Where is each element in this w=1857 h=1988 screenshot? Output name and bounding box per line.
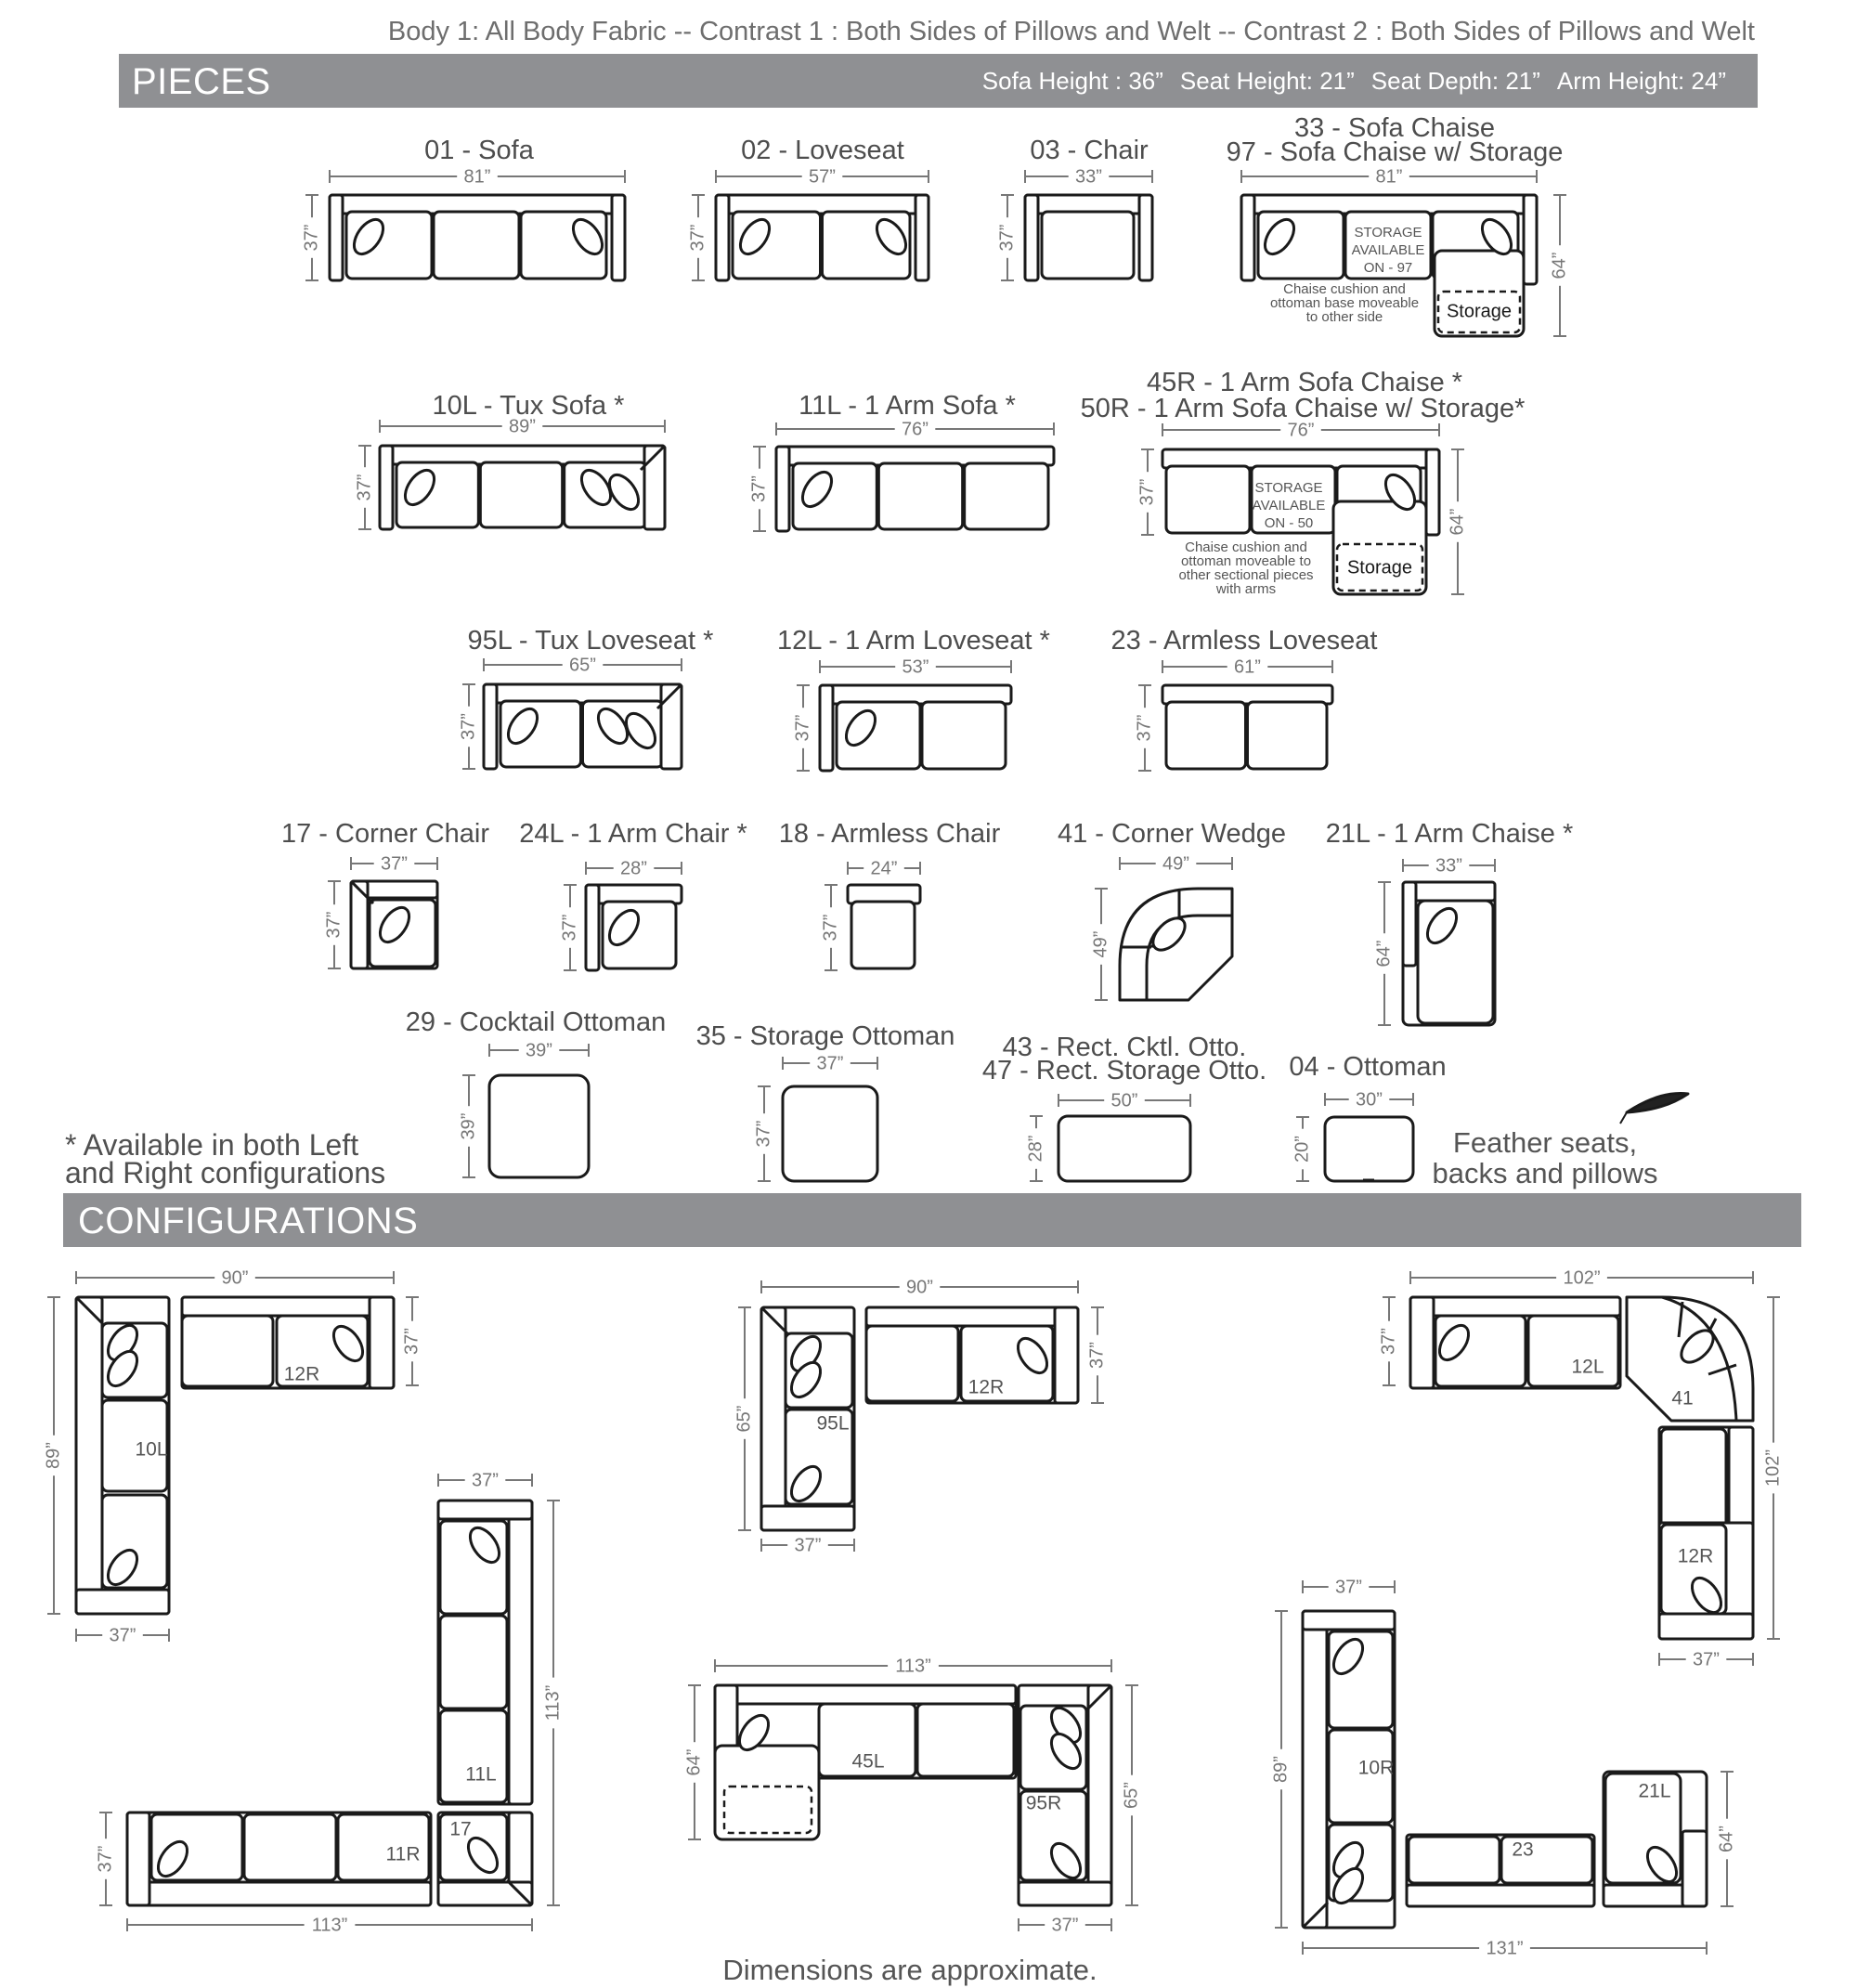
seat-cushion — [440, 1616, 507, 1709]
left-dimension — [1270, 1611, 1291, 1928]
sofa-arm-left — [380, 446, 393, 529]
depth-dimension — [1136, 449, 1157, 535]
config-label-95r: 95R — [1025, 1792, 1062, 1814]
feather-note-line-2: backs and pillows — [1432, 1157, 1658, 1189]
depth-dimension — [1134, 685, 1154, 771]
piece-title-03: 03 - Chair — [1030, 136, 1149, 165]
depth-dimension — [687, 195, 708, 280]
width-dimension — [484, 655, 682, 675]
seat-cushion — [917, 1704, 1014, 1776]
seat-cushion — [878, 463, 962, 529]
right-dimension — [401, 1297, 422, 1385]
config-label-21l: 21L — [1638, 1780, 1671, 1802]
dimension-label: 64” — [683, 1748, 705, 1776]
depth-dimension — [458, 1075, 478, 1177]
dimension-label: 76” — [1287, 420, 1315, 441]
storage-note: ON - 97 — [1363, 259, 1413, 276]
width-dimension — [848, 858, 920, 878]
config-arm-17 — [438, 1882, 532, 1905]
config-arm-11l — [438, 1501, 532, 1519]
dimension-label: 33” — [1075, 166, 1102, 188]
config-label-10r: 10R — [1357, 1757, 1395, 1779]
piece-title-04: 04 - Ottoman — [1289, 1052, 1447, 1082]
config-back-12l — [1410, 1297, 1620, 1316]
dimension-label: 64” — [1373, 940, 1395, 968]
piece-title-35: 35 - Storage Ottoman — [695, 1021, 955, 1051]
ottoman — [1325, 1117, 1413, 1181]
bottom-dimension — [76, 1625, 169, 1645]
dimension-label: 37” — [687, 224, 708, 252]
dimension-label: 64” — [1549, 252, 1570, 279]
dimension-label: 65” — [1121, 1782, 1142, 1809]
piece-21l-1-arm-chaise — [1373, 855, 1495, 1025]
cushion-note: with arms — [1215, 580, 1277, 597]
chaise-arm — [1403, 882, 1416, 966]
dimension-label: 53” — [902, 656, 929, 678]
seat-cushion — [1166, 466, 1250, 533]
seat-cushion — [182, 1316, 273, 1386]
config-arm-12l — [1410, 1297, 1434, 1388]
availability-note-line-2: and Right configurations — [65, 1156, 386, 1189]
dimension-label: 102” — [1563, 1267, 1601, 1289]
dimension-label: 65” — [569, 655, 596, 676]
piece-43-rect-ottoman — [1025, 1090, 1190, 1181]
width-dimension — [351, 853, 437, 874]
piece-04-ottoman — [1292, 1089, 1413, 1181]
seat-cushion — [1166, 702, 1246, 769]
dimension-label: 37” — [109, 1625, 136, 1646]
seat-cushion — [434, 212, 519, 279]
piece-23-armless-loveseat — [1134, 656, 1332, 771]
config-arm-11r — [127, 1813, 149, 1905]
sofa-arm-right — [1524, 195, 1537, 284]
dimension-label: 89” — [509, 416, 536, 437]
dimension-label: 37” — [354, 474, 375, 501]
depth2-dimension — [1447, 449, 1467, 594]
width-dimension — [820, 656, 1011, 677]
config-back-12r — [866, 1307, 1078, 1326]
width-dimension — [586, 858, 682, 878]
piece-03-chair — [996, 166, 1152, 280]
config-back-95l — [761, 1307, 786, 1530]
width-dimension — [1162, 656, 1332, 677]
piece-title-43: 43 - Rect. Cktl. Otto. — [1002, 1033, 1247, 1062]
tux-arm-right — [661, 684, 682, 769]
dimension-label: 89” — [1270, 1756, 1292, 1783]
right-dimension — [1716, 1772, 1736, 1906]
dimension-label: 65” — [734, 1405, 755, 1433]
depth-dimension — [748, 447, 769, 531]
piece-title-41: 41 - Corner Wedge — [1057, 819, 1287, 849]
piece-title-01: 01 - Sofa — [424, 136, 534, 165]
left-dimension — [95, 1813, 115, 1905]
config-label-12l: 12L — [1571, 1356, 1604, 1378]
config-arm-10l — [76, 1590, 169, 1614]
top-dimension — [761, 1277, 1078, 1297]
depth-dimension — [1025, 1116, 1045, 1181]
config-back-10r — [1303, 1611, 1327, 1928]
config-3 — [1378, 1267, 1783, 1670]
piece-29-cocktail-ottoman — [458, 1040, 589, 1177]
piece-17-corner-chair — [323, 853, 437, 968]
dimension-label: 37” — [996, 224, 1018, 252]
dimension-label: 33” — [1435, 855, 1462, 877]
dimension-label: 37” — [816, 1053, 844, 1074]
width-dimension — [1325, 1089, 1413, 1110]
right-dimension — [1121, 1685, 1141, 1905]
dimension-label: 20” — [1292, 1136, 1313, 1163]
dimension-label: 37” — [1378, 1328, 1399, 1355]
right-dimension — [1086, 1307, 1107, 1403]
config-arm-12r — [1659, 1614, 1753, 1639]
config-arm-12r — [1055, 1307, 1078, 1403]
piece-title-45r: 45R - 1 Arm Sofa Chaise * — [1146, 368, 1463, 397]
config-2 — [734, 1277, 1107, 1555]
fabric-note: Body 1: All Body Fabric -- Contrast 1 : Both Sides of Pillows and Welt -- Contrast 2 : Both Sides of Pillows and Welt — [387, 17, 1755, 46]
cushion-note: to other side — [1305, 308, 1383, 325]
dimension-label: 37” — [1335, 1577, 1362, 1598]
width-dimension — [1241, 166, 1537, 187]
piece-35-storage-ottoman — [753, 1053, 877, 1181]
dimension-label: 37” — [794, 1535, 822, 1556]
config-label-95l: 95L — [816, 1412, 850, 1435]
config-back-11l — [509, 1501, 532, 1804]
dimension-label: 28” — [620, 858, 647, 879]
feather-quill — [1620, 1112, 1627, 1124]
width-dimension — [1058, 1090, 1190, 1111]
dimension-label: 37” — [1134, 714, 1155, 742]
width-dimension — [1025, 166, 1152, 187]
top-dimension — [715, 1656, 1111, 1676]
seat-cushion — [965, 463, 1048, 529]
seat-cushion — [1042, 212, 1134, 279]
dimension-label: 76” — [902, 419, 928, 440]
seat-cushion — [851, 902, 915, 968]
pieces-title: PIECES — [132, 61, 271, 102]
dimension-label: 89” — [43, 1442, 64, 1469]
config-label-10l: 10L — [135, 1438, 168, 1461]
cushion-note: Chaise cushion and — [1185, 539, 1307, 555]
feather-icon — [1620, 1094, 1688, 1124]
piece-45r-1-arm-sofa-chaise — [1136, 420, 1467, 597]
dimension-label: 37” — [1086, 1342, 1108, 1369]
right-dimension — [1762, 1297, 1783, 1639]
config-back-11r — [127, 1882, 431, 1905]
seat-cushion — [440, 1710, 507, 1802]
piece-title-17: 17 - Corner Chair — [280, 819, 490, 849]
left-dimension — [43, 1297, 63, 1614]
depth-dimension — [354, 446, 374, 529]
config-5 — [683, 1656, 1141, 1935]
ottoman — [783, 1086, 877, 1181]
width-dimension — [330, 166, 625, 187]
sofa-arm-left — [1025, 195, 1038, 280]
config-arm-21l — [1682, 1831, 1707, 1906]
dimension-label: 64” — [1447, 508, 1468, 536]
dimension-label: 90” — [906, 1277, 933, 1298]
piece-10l-tux-sofa — [354, 416, 665, 529]
seat-cushion — [480, 462, 562, 527]
depth-dimension — [1292, 1117, 1312, 1181]
storage-note: STORAGE — [1354, 224, 1422, 240]
storage-label: Storage — [1346, 557, 1413, 578]
piece-11l-1-arm-sofa — [748, 419, 1054, 531]
dimension-label: 37” — [1136, 478, 1158, 506]
piece-title-47: 47 - Rect. Storage Otto. — [981, 1056, 1267, 1085]
dimension-label: 49” — [1090, 930, 1111, 958]
piece-title-11l: 11L - 1 Arm Sofa * — [799, 391, 1016, 421]
dimension-label: 61” — [1234, 656, 1261, 678]
feather-vane — [1627, 1094, 1688, 1112]
sofa-arm-left — [776, 447, 789, 531]
dimension-label: 49” — [1162, 853, 1189, 875]
top-dimension — [1303, 1577, 1395, 1597]
depth-dimension — [792, 685, 812, 771]
dimension-label: 37” — [95, 1845, 116, 1873]
storage-note: STORAGE — [1254, 479, 1323, 496]
dimension-label: 113” — [311, 1915, 348, 1936]
dimension-label: 37” — [792, 714, 813, 742]
piece-title-33: 33 - Sofa Chaise — [1293, 113, 1496, 143]
availability-note-line-1: * Available in both Left — [65, 1128, 359, 1162]
storage-label: Storage — [1446, 301, 1513, 322]
piece-33-sofa-chaise — [1241, 166, 1569, 336]
dimension-label: 37” — [1051, 1915, 1079, 1936]
sofa-arm-left — [586, 885, 599, 970]
approximate-note: Dimensions are approximate. — [722, 1954, 1097, 1986]
feather-note-line-1: Feather seats, — [1452, 1126, 1638, 1159]
piece-12l-1-arm-loveseat — [792, 656, 1011, 771]
sofa-arm-right — [612, 195, 625, 280]
bottom-dimension — [761, 1535, 854, 1555]
depth-dimension — [753, 1086, 773, 1181]
dimension-label: 24” — [870, 858, 898, 879]
ottoman — [1058, 1116, 1190, 1181]
config-label-12r: 12R — [967, 1376, 1005, 1398]
seat-cushion — [922, 702, 1006, 769]
piece-title-21l: 21L - 1 Arm Chaise * — [1325, 819, 1574, 849]
cushion-note: Chaise cushion and — [1283, 280, 1406, 297]
config-label-17: 17 — [449, 1818, 472, 1840]
depth-dimension — [323, 881, 344, 968]
config-back-10l — [76, 1297, 102, 1614]
storage-note: ON - 50 — [1264, 514, 1314, 531]
tux-arm-right — [644, 446, 665, 529]
dimension-label: 37” — [753, 1120, 774, 1148]
dimension-label: 113” — [895, 1656, 931, 1677]
piece-title-97: 97 - Sofa Chaise w/ Storage — [1226, 137, 1564, 167]
storage-box — [724, 1787, 812, 1833]
config-label-41: 41 — [1671, 1387, 1694, 1410]
config-label-11l: 11L — [465, 1763, 497, 1786]
sofa-arm-right — [916, 195, 928, 280]
piece-title-29: 29 - Cocktail Ottoman — [405, 1007, 667, 1037]
left-dimension — [683, 1685, 704, 1839]
config-back-95r — [1088, 1685, 1111, 1905]
dimension-label: 81” — [463, 166, 491, 188]
width-dimension — [489, 1040, 589, 1060]
arm-height: Arm Height: 24” — [1556, 67, 1726, 95]
bottom-dimension — [127, 1915, 532, 1935]
piece-title-02: 02 - Loveseat — [741, 136, 904, 165]
piece-title-12l: 12L - 1 Arm Loveseat * — [777, 626, 1050, 656]
dimension-label: 28” — [1025, 1135, 1046, 1163]
depth-dimension — [820, 885, 840, 970]
config-back-23 — [1407, 1885, 1594, 1906]
width-dimension — [776, 419, 1054, 439]
depth-dimension — [996, 195, 1017, 280]
dimension-label: 131” — [1486, 1938, 1524, 1959]
left-dimension — [734, 1307, 754, 1530]
depth-dimension — [458, 684, 478, 769]
bottom-dimension — [1303, 1938, 1707, 1958]
depth-dimension — [1373, 882, 1394, 1025]
config-back-12r — [182, 1297, 394, 1316]
dimension-label: 64” — [1716, 1826, 1737, 1852]
left-dimension — [1378, 1297, 1398, 1385]
piece-01-sofa — [301, 166, 625, 280]
piece-title-10l: 10L - Tux Sofa * — [432, 391, 625, 421]
seat-cushion — [244, 1814, 336, 1880]
piece-24l-1-arm-chair — [559, 858, 682, 970]
width-dimension — [716, 166, 928, 187]
piece-02-loveseat — [687, 166, 928, 280]
seat-depth: Seat Depth: 21” — [1370, 67, 1540, 95]
config-arm-95l — [761, 1506, 854, 1530]
seat-cushion — [1409, 1837, 1500, 1883]
piece-title-95l: 95L - Tux Loveseat * — [467, 626, 714, 656]
sofa-arm-right — [1139, 195, 1152, 280]
dimension-label: 113” — [542, 1684, 564, 1722]
top-dimension — [1410, 1267, 1753, 1288]
config-label-45l: 45L — [851, 1750, 885, 1773]
dimension-label: 37” — [458, 713, 479, 740]
dimension-label: 37” — [1693, 1649, 1720, 1670]
sofa-height: Sofa Height : 36” — [981, 67, 1163, 95]
dimension-label: 37” — [472, 1470, 499, 1491]
dimension-label: 37” — [301, 224, 322, 252]
dimension-label: 37” — [401, 1328, 422, 1355]
piece-title-24l: 24L - 1 Arm Chair * — [519, 819, 747, 849]
config-1 — [43, 1267, 422, 1645]
seat-cushion — [1248, 702, 1328, 769]
dimension-label: 39” — [458, 1112, 479, 1140]
cushion-note: ottoman base moveable — [1269, 294, 1420, 311]
dimension-label: 57” — [809, 166, 836, 188]
dimension-label: 102” — [1762, 1449, 1784, 1488]
sofa-arm-right — [1426, 449, 1439, 535]
top-dimension — [438, 1470, 532, 1490]
bottom-dimension — [1019, 1915, 1111, 1935]
top-dimension — [76, 1267, 394, 1288]
sofa-arm-left — [1241, 195, 1254, 280]
bottom-dimension — [1659, 1649, 1753, 1670]
piece-41-corner-wedge — [1090, 853, 1232, 1000]
sofa-arm-left — [484, 684, 497, 769]
dimension-label: 37” — [323, 911, 344, 939]
piece-title-50r: 50R - 1 Arm Sofa Chaise w/ Storage* — [1080, 394, 1526, 423]
config-label-11r: 11R — [385, 1843, 421, 1865]
seat-cushion — [866, 1326, 958, 1401]
dimension-label: 50” — [1110, 1090, 1138, 1111]
storage-note: AVAILABLE — [1252, 497, 1326, 513]
cushion-note: ottoman moveable to — [1180, 552, 1312, 569]
config-back-45l — [715, 1685, 1016, 1704]
piece-95l-tux-loveseat — [458, 655, 682, 769]
dimension-label: 37” — [748, 475, 770, 502]
storage-note: AVAILABLE — [1351, 241, 1425, 258]
width-dimension — [1403, 855, 1495, 876]
right-dimension — [542, 1501, 563, 1905]
width-dimension — [380, 416, 665, 436]
depth-dimension — [559, 885, 579, 970]
config-arm-10r — [1303, 1611, 1395, 1630]
config-label-12r: 12R — [1677, 1545, 1714, 1567]
sofa-arm-left — [820, 685, 833, 771]
depth-dimension — [301, 195, 321, 280]
width-dimension — [1120, 853, 1232, 874]
config-arm-95r — [1019, 1882, 1111, 1905]
seat-height: Seat Height: 21” — [1179, 67, 1355, 95]
configurations-title: CONFIGURATIONS — [78, 1201, 419, 1241]
width-dimension — [783, 1053, 877, 1073]
piece-title-18: 18 - Armless Chair — [778, 819, 1001, 849]
width-dimension — [1162, 420, 1439, 440]
sofa-arm-left — [716, 195, 729, 280]
piece-title-23: 23 - Armless Loveseat — [1110, 626, 1378, 656]
config-label-23: 23 — [1512, 1839, 1534, 1861]
depth-dimension — [1549, 195, 1569, 336]
dimension-label: 37” — [820, 914, 841, 942]
dimension-label: 37” — [381, 853, 408, 875]
dimension-label: 90” — [221, 1267, 249, 1289]
sofa-arm-left — [330, 195, 343, 280]
cushion-note: other sectional pieces — [1178, 566, 1314, 583]
ottoman — [489, 1075, 589, 1177]
depth-dimension — [1090, 889, 1110, 1000]
piece-18-armless-chair — [820, 858, 920, 970]
dimension-label: 30” — [1356, 1089, 1383, 1111]
config-label-12r: 12R — [283, 1363, 320, 1385]
dimension-label: 81” — [1375, 166, 1403, 188]
dimension-label: 37” — [559, 914, 580, 942]
dimension-label: 39” — [526, 1040, 552, 1061]
config-arm-12r — [370, 1297, 394, 1388]
